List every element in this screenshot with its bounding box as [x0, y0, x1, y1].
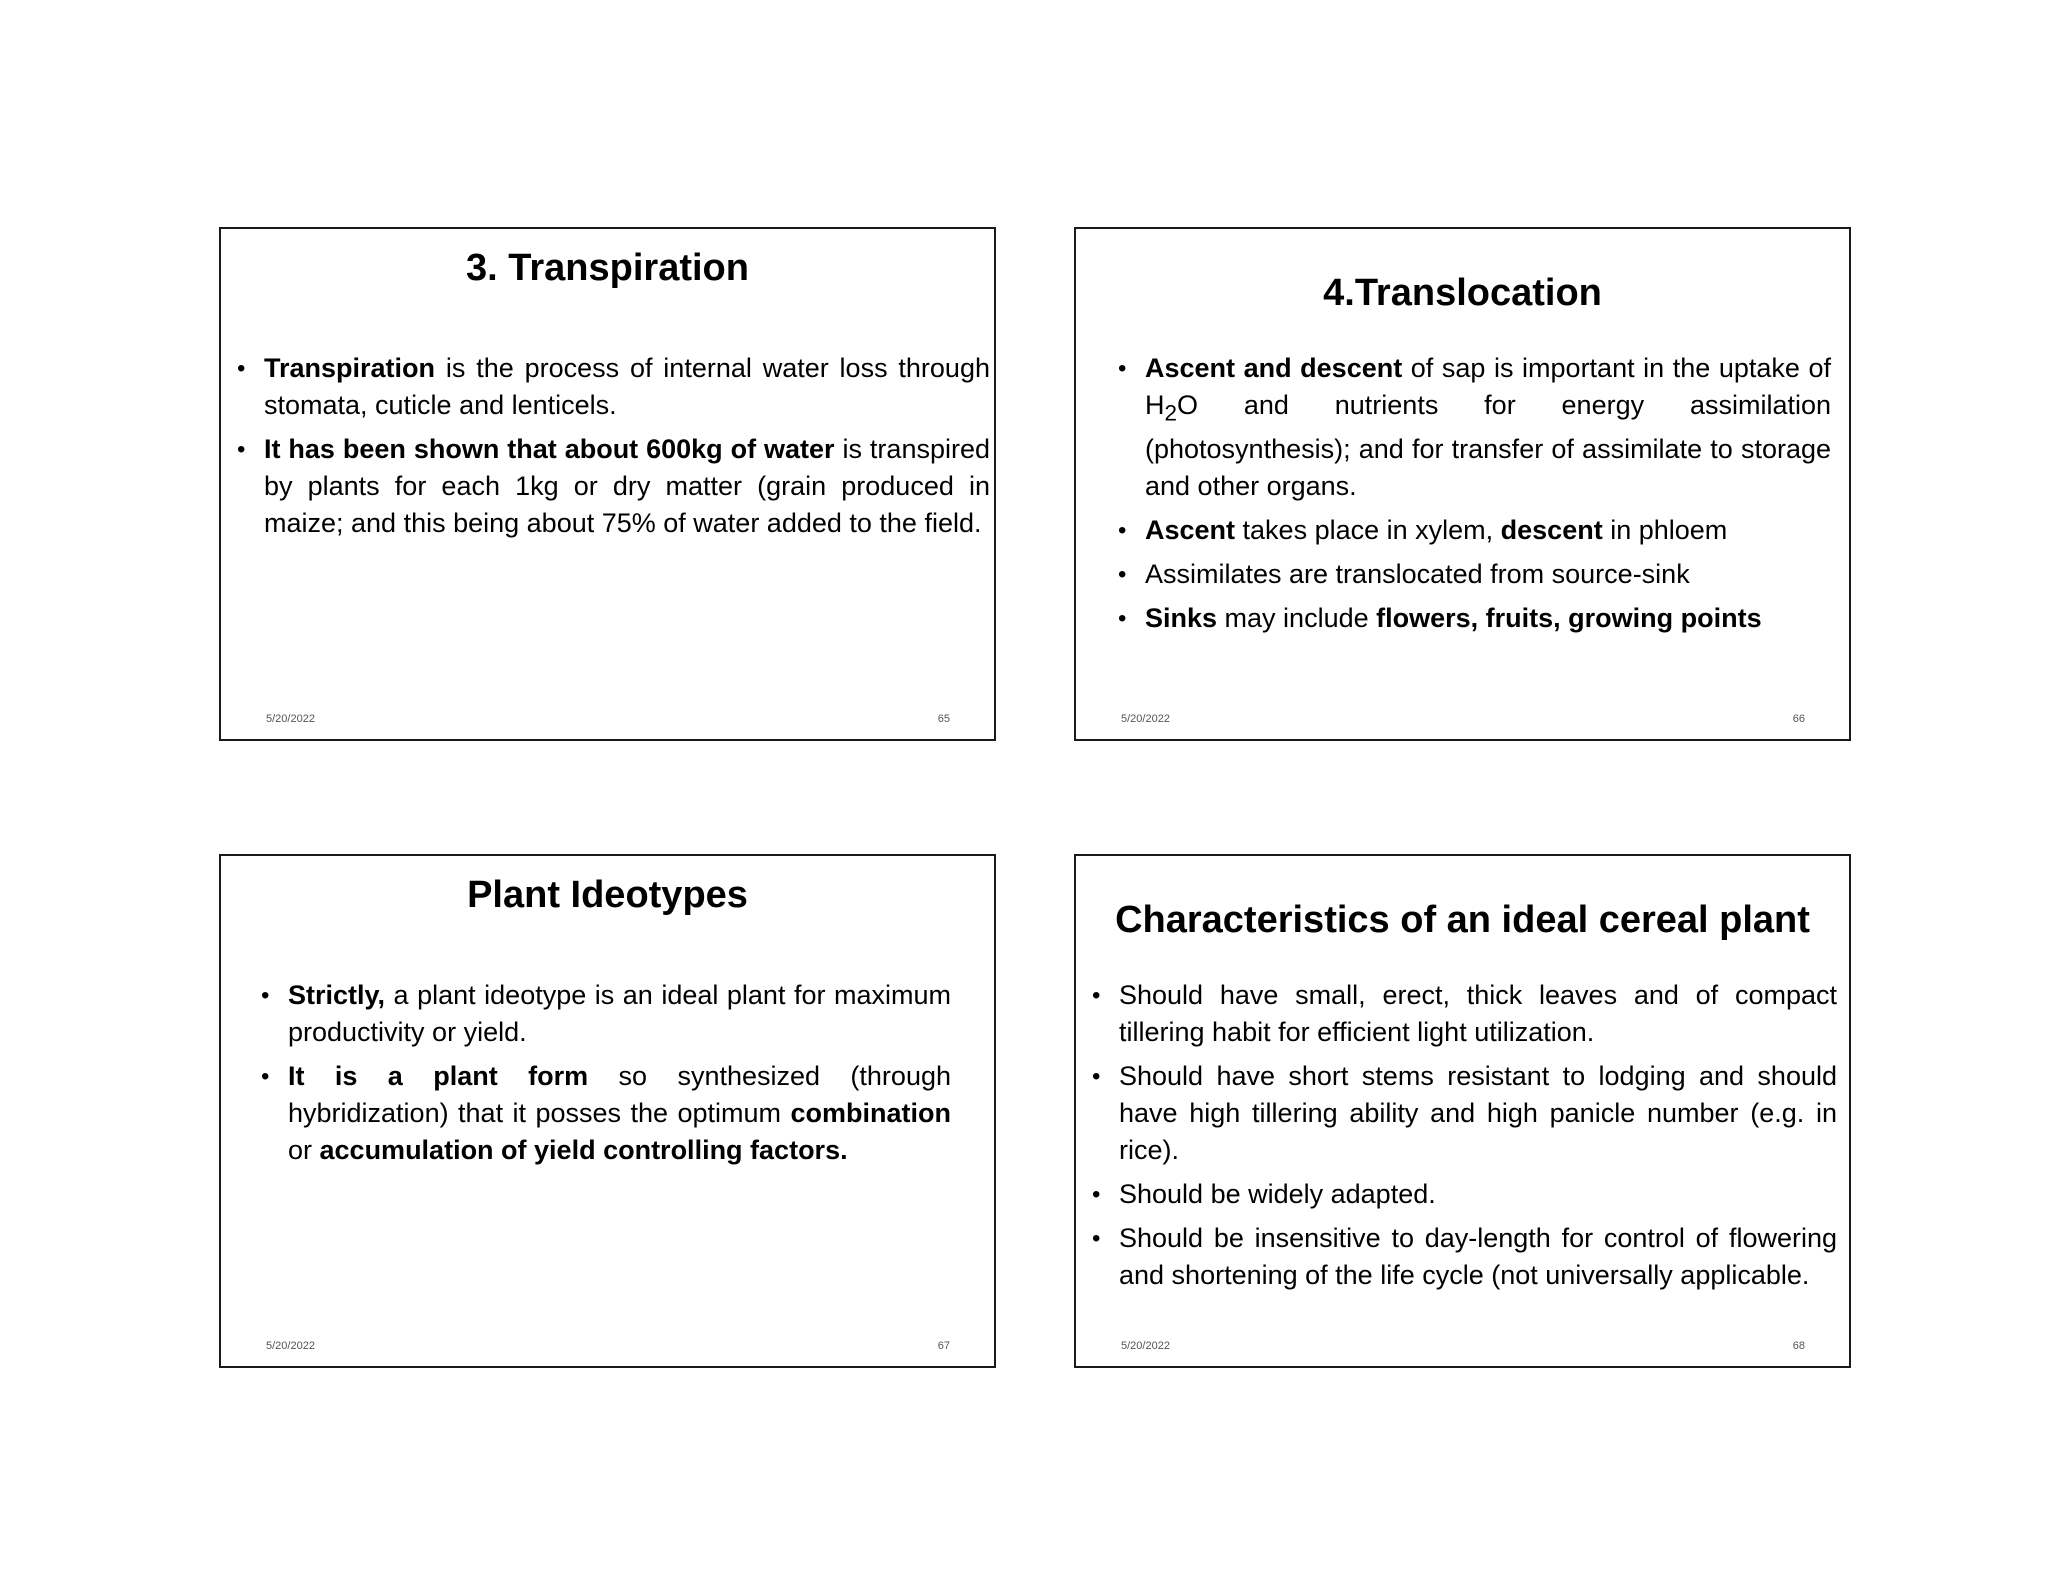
- text-run: Should be insensitive to day-length for control of flowering and shortening of the life cycle (not universally applicable.: [1119, 1223, 1837, 1290]
- bold-text: It is a plant form: [288, 1061, 589, 1091]
- bullet-item: [1118, 600, 1831, 637]
- bullet-item: [1092, 1220, 1837, 1294]
- bullet-item: [261, 1058, 951, 1169]
- slide-title: Characteristics of an ideal cereal plant: [1115, 899, 1810, 941]
- slide-title: 3. Transpiration: [466, 247, 749, 289]
- slide-66: [1074, 227, 1851, 741]
- text-run: in phloem: [1602, 515, 1728, 546]
- slide-bullets: [1092, 977, 1837, 1301]
- bullet-item: [1118, 512, 1831, 549]
- bullet-item: [237, 431, 990, 542]
- bold-text: descent: [1500, 515, 1603, 546]
- text-run: of sap is important in the uptake of H: [1145, 353, 1831, 420]
- bold-text: flowers, fruits, growing points: [1376, 603, 1762, 634]
- bold-text: Strictly,: [288, 980, 386, 1010]
- slide-number: 67: [937, 1340, 950, 1352]
- text-run: or: [288, 1135, 320, 1165]
- text-run: may include: [1217, 603, 1377, 634]
- slide-bullets: [261, 977, 951, 1176]
- bold-text: Transpiration: [264, 353, 436, 383]
- text-run: Assimilates are translocated from source-sink: [1145, 559, 1690, 590]
- subscript-text: 2: [1164, 400, 1178, 426]
- text-run: O and nutrients for energy assimilation (photosynthesis); and for transfer of assimilate to storage and other organs.: [1145, 390, 1831, 502]
- text-run: a plant ideotype is an ideal plant for maximum productivity or yield.: [288, 980, 951, 1047]
- text-run: is the process of internal water loss through stomata, cuticle and lenticels.: [264, 353, 990, 420]
- slide-date: 5/20/2022: [266, 1340, 315, 1352]
- bullet-item: [1092, 1058, 1837, 1169]
- slide-number: 66: [1792, 713, 1805, 725]
- slide-67: [219, 854, 996, 1368]
- slide-number: 65: [937, 713, 950, 725]
- bold-text: It has been shown that about 600kg of water: [264, 434, 835, 464]
- slide-65: [219, 227, 996, 741]
- text-run: so synthesized (through hybridization) that it posses the optimum: [288, 1061, 951, 1128]
- bold-text: Sinks: [1145, 603, 1218, 634]
- slide-number: 68: [1792, 1340, 1805, 1352]
- slide-date: 5/20/2022: [1121, 1340, 1170, 1352]
- slide-date: 5/20/2022: [1121, 713, 1170, 725]
- bullet-item: [237, 350, 990, 424]
- bold-text: combination: [790, 1098, 951, 1128]
- bullet-item: [1092, 977, 1837, 1051]
- bullet-item: [261, 977, 951, 1051]
- bullet-item: [1118, 556, 1831, 593]
- slide-bullets: [237, 350, 990, 549]
- slide-68: [1074, 854, 1851, 1368]
- text-run: takes place in xylem,: [1235, 515, 1501, 546]
- bullet-item: [1092, 1176, 1837, 1213]
- slide-title: Plant Ideotypes: [467, 874, 748, 916]
- bold-text: accumulation of yield controlling factors.: [319, 1135, 848, 1165]
- bold-text: Ascent and descent: [1145, 353, 1403, 383]
- bullet-item: [1118, 350, 1831, 505]
- text-run: Should have small, erect, thick leaves and of compact tillering habit for efficient light utilization.: [1119, 980, 1837, 1047]
- text-run: is transpired by plants for each 1kg or dry matter (grain produced in maize; and this being about 75% of water added to the field.: [264, 434, 990, 538]
- text-run: Should be widely adapted.: [1119, 1179, 1436, 1209]
- text-run: Should have short stems resistant to lodging and should have high tillering ability and high panicle number (e.g. in rice).: [1119, 1061, 1837, 1165]
- slide-bullets: [1118, 350, 1831, 644]
- bold-text: Ascent: [1145, 515, 1236, 546]
- slide-date: 5/20/2022: [266, 713, 315, 725]
- slide-title: 4.Translocation: [1323, 272, 1602, 314]
